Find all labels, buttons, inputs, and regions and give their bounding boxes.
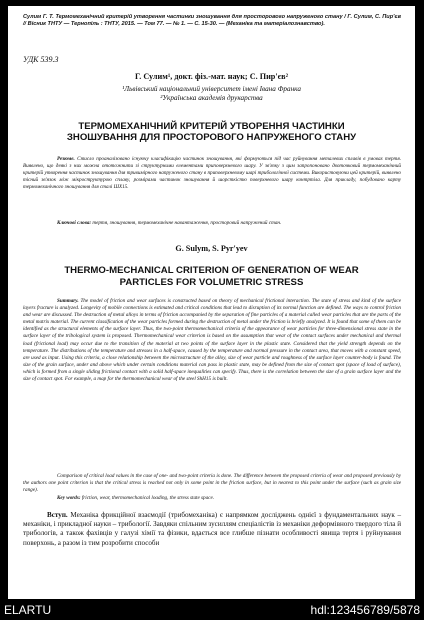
title-en-line1: THERMO-MECHANICAL CRITERION OF GENERATION OF WEAR bbox=[64, 265, 359, 276]
intro-text: Механіка фрикційної взаємодії (трибомеханіка) є напрямком досліджень однієї з фундаментальних наук – механіки, і прикладної науки – трибології. Завдяки спільним зусиллям спеціалістів із механіки деформівного твердого тіла й трибологів, а також фахівців у галузі хімії та фізики, вдається все глибше пізнати особливості явища тертя і руйнування поверхонь, а разом із тим розробити способи bbox=[23, 511, 401, 547]
keywords-en-label: Key words: bbox=[57, 495, 81, 501]
keywords-en bbox=[23, 495, 401, 502]
keywords-uk-label: Ключові слова: bbox=[57, 220, 92, 226]
document-page bbox=[8, 6, 415, 599]
keywords-en-text: friction, wear, thermomechanical loading, the stress state space. bbox=[81, 495, 215, 501]
udk-code: УДК 539.3 bbox=[23, 55, 59, 64]
citation-header: Сулим Г. Т. Термомеханічний критерій утворення частинки зношування для просторового напруженого стану / Г. Сулим, С. Пир'єв // Вісник ТНТУ — Тернопіль : ТНТУ, 2015. — Том 77. — № 1. — С. 15-30. — (Механіка та матеріалознавство). bbox=[23, 14, 401, 28]
intro-paragraph bbox=[23, 511, 401, 548]
summary-en-p2: Comparison of critical load values in the case of one- and two-point criteria is done. The difference between the proposed criteria of wear and proposed previously by the authors one point criterion is that the critical stress is reached not only in some point in the friction surface, but in nearest to this point under the surface (such as grain size range). bbox=[23, 473, 401, 494]
summary-en bbox=[23, 298, 401, 383]
abstract-uk bbox=[23, 156, 401, 191]
authors-uk: Г. Сулим¹, докт. фіз.-мат. наук; С. Пир'єв² bbox=[134, 72, 289, 81]
abstract-uk-text: Стисло проаналізовано існуючу класифікацію частинок зношування, які формуються під час руйнування металевих сплавів в умовах тертя. Виявлено, що деякі з них можна ототожнити зі структурними елементами приповерхневого шару. У зв'язку з цим запропоновано двоточковий термомеханічний критерій утворення частинок зношування для тривимірного напруженого стану в приповерхневому шарі трибологічної системи. Використовуючи цей критерій, виявлено тісний зв'язок між мікроструктурою сплаву, розмірами частинок зношування й шорсткістю поверхневого шару контртіла. Для прикладу, побудовано карту термомеханічного зношування для сталі ШХ15. bbox=[23, 156, 401, 191]
authors-en: G. Sulym, S. Pyr'yev bbox=[175, 244, 248, 253]
summary-en-text: The model of friction and wear surfaces is constructed based on theory of mechanical frictional interaction. The state of stress and kind of the surface layers fracture is analyzed. Longevity of mobile connections is estimated and critical conditions that lead to disruption of its normal function are defined. The ways to control friction and wear are discussed. The destruction of metal alloys in terms of friction accompanied by the separation of fine particles of a material called wear particles that are the parts of the metal matrix material. The current classification of the wear particles formed during the destruction of metal under the friction is briefly analyzed. It is found that some of them can be identified as the structural elements of the surface layer. Thus, the two-point thermomechanical criteria of the appearance of wear particles for three-dimensional stress state in the surface layer of the tribological system is proposed. Thermomechanical wear criterion is based on the assumption that wear of the contact surfaces under mechanical and thermal load (frictional load) may occur due to the transition of the material at two points of the surface layer in the plastic state. Considered that the yield strength depends on the temperature. The distributions of the temperature and stresses in a half-space, caused by the temperature and normal pressure in the contact area, that moves with a constant speed, are used as input. Using this criteria, a close relationship between the microstructure of the alloy, size of wear particle and roughness of the surface layer counter-body is found. The size of the grain surface, under and above which under certain conditions material can pass in plastic state, may be defined from the size of contact spot (space of load of surface), which is formed from a single sliding frictional contact with a solid half-space inequalities can specify. Thus, there is the correlation between the size of a grain surface layer and the size of contact spot. For example, a map for the thermomechanical wear of the steel ShH15 is built. bbox=[23, 298, 401, 383]
intro-label: Вступ. bbox=[47, 511, 68, 519]
title-uk-line2: ЗНОШУВАННЯ ДЛЯ ПРОСТОРОВОГО НАПРУЖЕНОГО СТАНУ bbox=[66, 132, 357, 143]
footer-source: ELARTU bbox=[4, 603, 52, 617]
affiliation-2: ²Українська академія друкарства bbox=[160, 94, 263, 102]
title-en-line2: PARTICLES FOR VOLUMETRIC STRESS bbox=[119, 277, 304, 288]
keywords-uk bbox=[23, 220, 401, 227]
abstract-uk-label: Резюме. bbox=[57, 156, 75, 162]
footer-handle: hdl:123456789/5878 bbox=[310, 603, 420, 617]
summary-en-label: Summary. bbox=[57, 298, 79, 304]
viewer-footer bbox=[0, 600, 424, 620]
title-uk-line1: ТЕРМОМЕХАНІЧНИЙ КРИТЕРІЙ УТВОРЕННЯ ЧАСТИНКИ bbox=[78, 121, 345, 132]
affiliation-1: ¹Львівський національний університет імені Івана Франка bbox=[122, 85, 301, 93]
keywords-uk-text: тертя, зношування, термомеханічне навантаження, просторовий напружений стан. bbox=[92, 220, 282, 226]
